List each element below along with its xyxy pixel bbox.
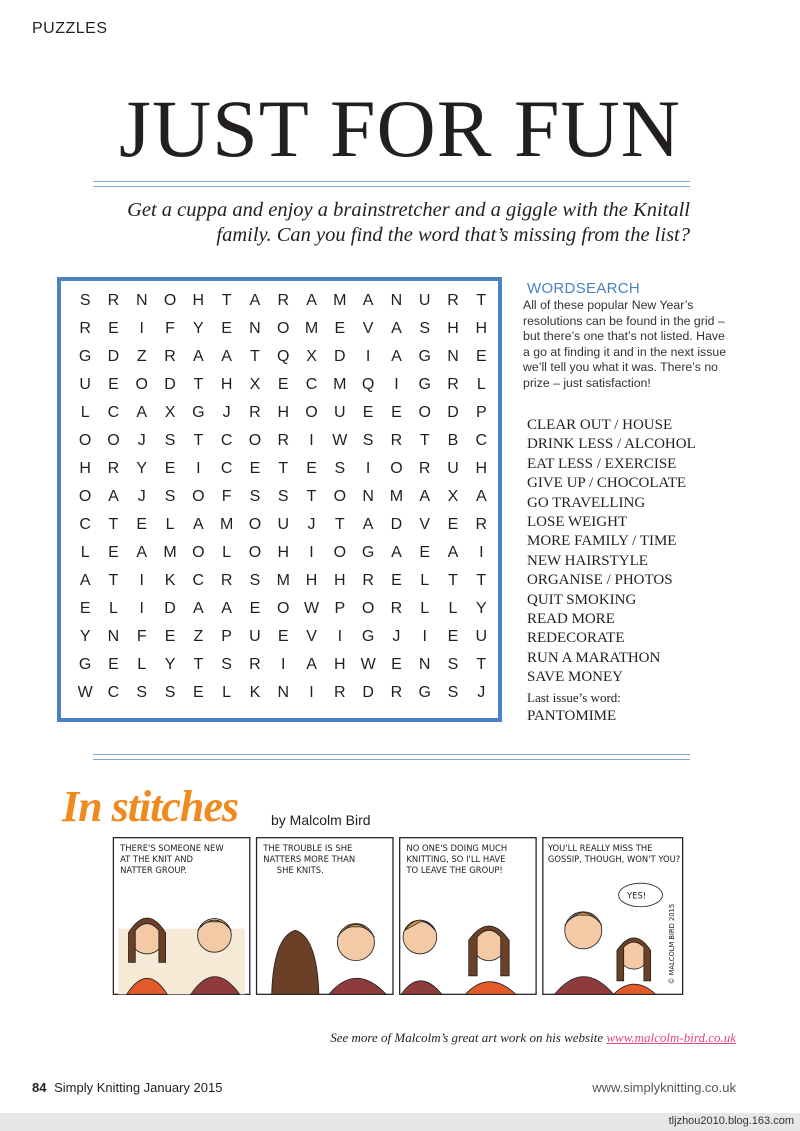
wordsearch-grid	[71, 287, 495, 707]
grid-cell[interactable]: Y	[193, 320, 204, 337]
grid-row	[71, 483, 495, 511]
credit-text: See more of Malcolm’s great art work on his website	[330, 1030, 604, 1045]
grid-cell[interactable]: L	[80, 544, 90, 561]
grid-cell[interactable]: T	[221, 292, 232, 309]
comic-title: In stitches	[62, 782, 239, 831]
wordsearch-heading: WORDSEARCH	[527, 280, 641, 297]
grid-cell[interactable]: N	[447, 348, 459, 365]
grid-cell[interactable]: A	[362, 292, 374, 309]
grid-cell[interactable]: C	[107, 684, 120, 701]
grid-cell[interactable]: G	[361, 628, 375, 645]
grid-cell[interactable]: G	[418, 348, 431, 365]
grid-cell[interactable]: D	[390, 516, 403, 533]
grid-cell[interactable]: T	[108, 516, 119, 533]
svg-text:AT THE KNIT AND: AT THE KNIT AND	[120, 854, 194, 865]
grid-cell[interactable]: N	[135, 292, 148, 309]
grid-cell[interactable]: H	[277, 404, 289, 421]
man-side-icon	[403, 920, 437, 954]
grid-cell[interactable]: H	[277, 544, 289, 561]
page-title: JUST FOR FUN	[119, 83, 681, 174]
grid-cell[interactable]: H	[334, 572, 346, 589]
grid-cell[interactable]: J	[477, 684, 486, 701]
grid-cell[interactable]: A	[362, 516, 374, 533]
grid-cell[interactable]: X	[447, 488, 459, 505]
grid-cell[interactable]: E	[391, 404, 402, 421]
grid-cell[interactable]: J	[222, 404, 231, 421]
grid-cell[interactable]: T	[476, 572, 487, 589]
grid-cell[interactable]: F	[136, 628, 147, 645]
grid-cell[interactable]: G	[418, 376, 431, 393]
grid-cell[interactable]: E	[164, 628, 176, 645]
grid-cell[interactable]: I	[365, 348, 371, 365]
grid-cell[interactable]: R	[249, 656, 261, 673]
grid-cell[interactable]: A	[79, 572, 91, 589]
grid-cell[interactable]: G	[361, 544, 375, 561]
grid-cell[interactable]: S	[419, 320, 431, 337]
grid-cell[interactable]: R	[334, 684, 346, 701]
grid-cell[interactable]: M	[389, 488, 404, 505]
grid-cell[interactable]: W	[303, 600, 320, 617]
grid-cell[interactable]: G	[418, 684, 431, 701]
grid-cell[interactable]: S	[362, 432, 374, 449]
grid-cell[interactable]: R	[79, 320, 91, 337]
grid-cell[interactable]: D	[164, 376, 176, 393]
grid-cell[interactable]: S	[447, 684, 459, 701]
grid-cell[interactable]: T	[306, 488, 317, 505]
grid-cell[interactable]: S	[249, 572, 261, 589]
comic-byline: by Malcolm Bird	[271, 812, 371, 828]
grid-cell[interactable]: E	[108, 320, 119, 337]
grid-cell[interactable]: H	[79, 460, 91, 477]
grid-cell[interactable]: N	[362, 488, 374, 505]
grid-cell[interactable]: S	[249, 488, 261, 505]
wordsearch-grid-frame	[57, 277, 502, 722]
grid-cell[interactable]: L	[80, 404, 90, 421]
grid-cell[interactable]: I	[139, 572, 144, 589]
grid-cell[interactable]: N	[277, 684, 289, 701]
resolution-item: DRINK LESS / ALCOHOL	[527, 436, 696, 453]
grid-cell[interactable]: N	[107, 628, 120, 645]
grid-cell[interactable]: J	[137, 432, 146, 449]
resolution-item: SAVE MONEY	[527, 669, 623, 686]
grid-cell[interactable]: Q	[277, 348, 290, 365]
grid-cell[interactable]: Z	[193, 628, 204, 645]
grid-cell[interactable]: A	[193, 516, 204, 533]
grid-cell[interactable]: L	[448, 600, 458, 617]
grid-cell[interactable]: R	[418, 460, 431, 477]
grid-cell[interactable]: U	[475, 628, 488, 645]
grid-cell[interactable]: H	[475, 320, 488, 337]
page-number: 84	[32, 1080, 47, 1095]
grid-row	[71, 679, 495, 707]
grid-cell[interactable]: E	[79, 600, 91, 617]
grid-row	[71, 427, 495, 455]
grid-cell[interactable]: X	[164, 404, 176, 421]
grid-cell[interactable]: D	[447, 404, 459, 421]
grid-cell[interactable]: U	[418, 292, 431, 309]
grid-cell[interactable]: I	[139, 320, 144, 337]
grid-cell[interactable]: J	[392, 628, 401, 645]
grid-cell[interactable]: E	[475, 348, 487, 365]
grid-row	[71, 399, 495, 427]
grid-cell[interactable]: L	[108, 600, 118, 617]
grid-cell[interactable]: U	[447, 460, 459, 477]
grid-cell[interactable]: U	[334, 404, 346, 421]
resolution-list	[527, 416, 696, 687]
grid-cell[interactable]: M	[219, 516, 234, 533]
grid-cell[interactable]: A	[419, 488, 431, 505]
grid-cell[interactable]: J	[307, 516, 316, 533]
resolution-item: CLEAR OUT / HOUSE	[527, 417, 673, 433]
grid-cell[interactable]: L	[476, 376, 486, 393]
svg-text:TO LEAVE THE GROUP!: TO LEAVE THE GROUP!	[406, 865, 503, 876]
grid-cell[interactable]: A	[136, 544, 148, 561]
grid-cell[interactable]: N	[249, 320, 261, 337]
grid-cell[interactable]: F	[165, 320, 175, 337]
grid-cell[interactable]: A	[391, 348, 402, 365]
grid-cell[interactable]: V	[306, 628, 317, 645]
grid-cell[interactable]: C	[475, 432, 488, 449]
grid-cell[interactable]: H	[192, 292, 205, 309]
grid-cell[interactable]: E	[391, 656, 402, 673]
grid-cell[interactable]: T	[108, 572, 119, 589]
grid-cell[interactable]: E	[277, 376, 289, 393]
grid-cell[interactable]: J	[137, 488, 146, 505]
grid-cell[interactable]: Q	[361, 376, 375, 393]
grid-cell[interactable]: O	[277, 320, 290, 337]
grid-cell[interactable]: E	[391, 572, 402, 589]
grid-cell[interactable]: R	[107, 292, 120, 309]
grid-row	[71, 623, 495, 651]
grid-row	[71, 651, 495, 679]
grid-cell[interactable]: E	[334, 320, 346, 337]
resolution-item: MORE FAMILY / TIME	[527, 533, 677, 550]
title-rule-bottom	[93, 186, 690, 187]
svg-text:KNITTING, SO I'LL HAVE: KNITTING, SO I'LL HAVE	[406, 854, 506, 865]
comic-credit	[330, 1030, 736, 1046]
grid-cell[interactable]: R	[220, 572, 233, 589]
man-face-icon	[337, 924, 374, 961]
svg-text:SHE KNITS.: SHE KNITS.	[276, 865, 324, 876]
grid-cell[interactable]: X	[249, 376, 261, 393]
grid-cell[interactable]: S	[277, 488, 289, 505]
grid-cell[interactable]: S	[164, 684, 176, 701]
grid-cell[interactable]: O	[248, 544, 262, 561]
grid-cell[interactable]: O	[78, 488, 92, 505]
grid-cell[interactable]: O	[163, 292, 177, 309]
grid-cell[interactable]: T	[334, 516, 345, 533]
grid-cell[interactable]: C	[107, 404, 120, 421]
resolution-item: EAT LESS / EXERCISE	[527, 455, 677, 472]
grid-row	[71, 315, 495, 343]
grid-cell[interactable]: E	[108, 544, 119, 561]
grid-cell[interactable]: T	[250, 348, 260, 365]
grid-cell[interactable]: C	[79, 516, 91, 533]
grid-cell[interactable]: R	[390, 600, 403, 617]
man-face-icon	[565, 912, 602, 949]
grid-cell[interactable]: H	[334, 656, 346, 673]
grid-cell[interactable]: G	[192, 404, 205, 421]
grid-cell[interactable]: I	[309, 544, 314, 561]
grid-cell[interactable]: I	[281, 656, 286, 673]
grid-cell[interactable]: T	[193, 656, 204, 673]
grid-cell[interactable]: M	[333, 292, 347, 309]
grid-row	[71, 595, 495, 623]
section-label: PUZZLES	[32, 20, 108, 37]
grid-cell[interactable]: L	[165, 516, 175, 533]
grid-cell[interactable]: T	[476, 656, 487, 673]
grid-cell[interactable]: O	[277, 600, 290, 617]
grid-cell[interactable]: S	[164, 488, 176, 505]
grid-cell[interactable]: H	[475, 460, 488, 477]
grid-cell[interactable]: G	[78, 348, 92, 365]
grid-cell[interactable]: Y	[136, 460, 148, 477]
resolution-item: NEW HAIRSTYLE	[527, 552, 648, 569]
grid-cell[interactable]: Y	[164, 656, 176, 673]
grid-cell[interactable]: R	[249, 404, 261, 421]
grid-cell[interactable]: E	[221, 320, 232, 337]
intro-text: Get a cuppa and enjoy a brainstretcher and a giggle with the Knitall family. Can you find the word that’s missing from the list?	[127, 199, 690, 246]
resolution-item: RUN A MARATHON	[527, 649, 661, 666]
grid-cell[interactable]: H	[305, 572, 318, 589]
grid-cell[interactable]: S	[79, 292, 91, 309]
grid-cell[interactable]: O	[248, 432, 262, 449]
grid-cell[interactable]: T	[419, 432, 430, 449]
grid-cell[interactable]: O	[305, 404, 318, 421]
svg-text:GOSSIP, THOUGH, WON'T YOU?: GOSSIP, THOUGH, WON'T YOU?	[547, 854, 681, 865]
resolution-item: REDECORATE	[527, 630, 625, 647]
grid-cell[interactable]: S	[221, 656, 232, 673]
grid-cell[interactable]: D	[107, 348, 120, 365]
grid-row	[71, 343, 495, 371]
grid-cell[interactable]: K	[164, 572, 176, 589]
grid-cell[interactable]: Z	[136, 348, 147, 365]
grid-cell[interactable]: O	[135, 376, 148, 393]
watermark: tljzhou2010.blog.163.com	[668, 1115, 794, 1127]
wordsearch-description: All of these popular New Year’s resolutions can be found in the grid – but there’s one that’s not listed. Have a go at finding it and in the next issue we’ll tell you what it was. There’s no prize – just satisfaction!	[523, 298, 727, 390]
grid-cell[interactable]: E	[108, 376, 119, 393]
grid-cell[interactable]: R	[447, 376, 459, 393]
grid-cell[interactable]: W	[332, 432, 348, 449]
grid-cell[interactable]: O	[333, 544, 347, 561]
folio	[32, 1080, 222, 1095]
grid-cell[interactable]: E	[249, 460, 261, 477]
grid-cell[interactable]: A	[193, 600, 204, 617]
svg-text:THERE'S SOMEONE NEW: THERE'S SOMEONE NEW	[120, 843, 224, 854]
grid-cell[interactable]: B	[447, 432, 459, 449]
grid-cell[interactable]: A	[306, 656, 317, 673]
grid-cell[interactable]: R	[362, 572, 374, 589]
grid-cell[interactable]: I	[422, 628, 427, 645]
grid-cell[interactable]: W	[77, 684, 93, 701]
grid-cell[interactable]: E	[164, 460, 176, 477]
title-rule-top	[93, 181, 690, 182]
grid-cell[interactable]: I	[309, 684, 314, 701]
grid-cell[interactable]: A	[391, 544, 402, 561]
grid-cell[interactable]: U	[277, 516, 289, 533]
svg-text:NATTER GROUP.: NATTER GROUP.	[120, 865, 187, 876]
grid-cell[interactable]: M	[163, 544, 177, 561]
grid-cell[interactable]: S	[447, 656, 459, 673]
grid-cell[interactable]: E	[306, 460, 317, 477]
grid-cell[interactable]: A	[447, 544, 459, 561]
man-face-icon	[198, 919, 232, 953]
grid-cell[interactable]: E	[136, 516, 148, 533]
grid-cell[interactable]: S	[334, 460, 346, 477]
comic-rule-top	[93, 754, 690, 755]
last-issue-word: PANTOMIME	[527, 708, 617, 724]
grid-cell[interactable]: R	[447, 292, 459, 309]
svg-text:THE TROUBLE IS SHE: THE TROUBLE IS SHE	[263, 843, 353, 854]
svg-text:NO ONE'S DOING MUCH: NO ONE'S DOING MUCH	[406, 843, 508, 854]
grid-cell[interactable]: E	[108, 656, 119, 673]
grid-cell[interactable]: T	[193, 376, 204, 393]
grid-cell[interactable]: U	[249, 628, 261, 645]
resolution-item: QUIT SMOKING	[527, 591, 637, 608]
grid-cell[interactable]: P	[221, 628, 232, 645]
grid-cell[interactable]: A	[391, 320, 402, 337]
grid-cell[interactable]: F	[221, 488, 232, 505]
grid-cell[interactable]: E	[447, 516, 459, 533]
grid-cell[interactable]: N	[418, 656, 431, 673]
grid-row	[71, 287, 495, 315]
grid-cell[interactable]: L	[222, 684, 232, 701]
grid-cell[interactable]: L	[137, 656, 147, 673]
grid-cell[interactable]: U	[79, 376, 91, 393]
grid-cell[interactable]: I	[365, 460, 371, 477]
grid-cell[interactable]: P	[334, 600, 346, 617]
grid-cell[interactable]: A	[193, 348, 204, 365]
resolution-item: GIVE UP / CHOCOLATE	[527, 475, 687, 492]
grid-cell[interactable]: Y	[79, 628, 91, 645]
grid-cell[interactable]: T	[193, 432, 204, 449]
grid-cell[interactable]: R	[107, 460, 120, 477]
grid-cell[interactable]: C	[220, 460, 233, 477]
grid-cell[interactable]: L	[420, 572, 430, 589]
svg-text:© MALCOLM BIRD 2015: © MALCOLM BIRD 2015	[668, 903, 677, 985]
grid-cell[interactable]: I	[479, 544, 484, 561]
grid-cell[interactable]: R	[390, 432, 403, 449]
grid-cell[interactable]: R	[390, 684, 403, 701]
grid-cell[interactable]: A	[306, 292, 317, 309]
resolution-item: READ MORE	[527, 610, 615, 627]
grid-cell[interactable]: I	[309, 432, 314, 449]
grid-cell[interactable]: K	[249, 684, 261, 701]
grid-cell[interactable]: R	[475, 516, 488, 533]
grid-cell[interactable]: E	[277, 628, 289, 645]
grid-cell[interactable]: O	[390, 460, 403, 477]
grid-cell[interactable]: I	[196, 460, 201, 477]
grid-cell[interactable]: E	[419, 544, 431, 561]
grid-cell[interactable]: T	[476, 292, 487, 309]
grid-cell[interactable]: I	[139, 600, 144, 617]
grid-cell[interactable]: S	[136, 684, 148, 701]
artist-website-link[interactable]: www.malcolm-bird.co.uk	[606, 1030, 736, 1045]
resolution-item: ORGANISE / PHOTOS	[527, 572, 673, 589]
grid-cell[interactable]: A	[136, 404, 148, 421]
grid-cell[interactable]: O	[361, 600, 375, 617]
grid-cell[interactable]: L	[420, 600, 430, 617]
grid-cell[interactable]: W	[360, 656, 376, 673]
grid-row	[71, 511, 495, 539]
grid-cell[interactable]: E	[447, 628, 459, 645]
grid-cell[interactable]: A	[475, 488, 487, 505]
grid-row	[71, 567, 495, 595]
grid-row	[71, 371, 495, 399]
grid-cell[interactable]: S	[164, 432, 176, 449]
grid-cell[interactable]: D	[334, 348, 346, 365]
comic-strip	[58, 836, 738, 996]
resolution-item: GO TRAVELLING	[527, 494, 646, 511]
grid-cell[interactable]: R	[277, 292, 289, 309]
magazine-issue: Simply Knitting January 2015	[54, 1080, 223, 1095]
grid-cell[interactable]: X	[306, 348, 317, 365]
grid-cell[interactable]: A	[249, 292, 261, 309]
grid-cell[interactable]: I	[394, 376, 399, 393]
grid-row	[71, 539, 495, 567]
svg-text:YES!: YES!	[627, 890, 647, 901]
grid-cell[interactable]: P	[475, 404, 487, 421]
grid-cell[interactable]: I	[337, 628, 343, 645]
grid-cell[interactable]: Y	[475, 600, 487, 617]
grid-cell[interactable]: O	[333, 488, 347, 505]
magazine-website[interactable]: www.simplyknitting.co.uk	[592, 1080, 736, 1095]
grid-cell[interactable]: A	[108, 488, 119, 505]
grid-cell[interactable]: R	[277, 432, 289, 449]
svg-text:YOU'LL REALLY MISS THE: YOU'LL REALLY MISS THE	[547, 843, 653, 854]
last-issue-label: Last issue’s word:	[527, 690, 621, 705]
grid-cell[interactable]: E	[249, 600, 261, 617]
grid-cell[interactable]: M	[304, 320, 319, 337]
grid-cell[interactable]: O	[418, 404, 431, 421]
grid-cell[interactable]: O	[192, 544, 205, 561]
grid-cell[interactable]: N	[390, 292, 403, 309]
grid-cell[interactable]: C	[220, 432, 233, 449]
grid-cell[interactable]: A	[221, 348, 232, 365]
grid-cell[interactable]: T	[278, 460, 289, 477]
grid-cell[interactable]: V	[419, 516, 431, 533]
grid-cell[interactable]: M	[276, 572, 290, 589]
svg-text:NATTERS MORE THAN: NATTERS MORE THAN	[263, 854, 356, 865]
grid-cell[interactable]: L	[222, 544, 232, 561]
grid-cell[interactable]: O	[107, 432, 120, 449]
grid-cell[interactable]: H	[220, 376, 233, 393]
grid-cell[interactable]: H	[447, 320, 459, 337]
grid-cell[interactable]: R	[164, 348, 176, 365]
grid-cell[interactable]: E	[193, 684, 204, 701]
grid-cell[interactable]: O	[192, 488, 205, 505]
grid-cell[interactable]: E	[362, 404, 374, 421]
grid-cell[interactable]: C	[192, 572, 205, 589]
grid-row	[71, 455, 495, 483]
grid-cell[interactable]: D	[362, 684, 374, 701]
grid-cell[interactable]: V	[362, 320, 374, 337]
grid-cell[interactable]: D	[164, 600, 176, 617]
grid-cell[interactable]: A	[221, 600, 232, 617]
grid-cell[interactable]: O	[78, 432, 92, 449]
resolution-item: LOSE WEIGHT	[527, 513, 628, 530]
grid-cell[interactable]: C	[305, 376, 318, 393]
grid-cell[interactable]: M	[333, 376, 347, 393]
grid-cell[interactable]: O	[248, 516, 262, 533]
comic-rule-bottom	[93, 759, 690, 760]
grid-cell[interactable]: T	[448, 572, 458, 589]
grid-cell[interactable]: G	[78, 656, 92, 673]
